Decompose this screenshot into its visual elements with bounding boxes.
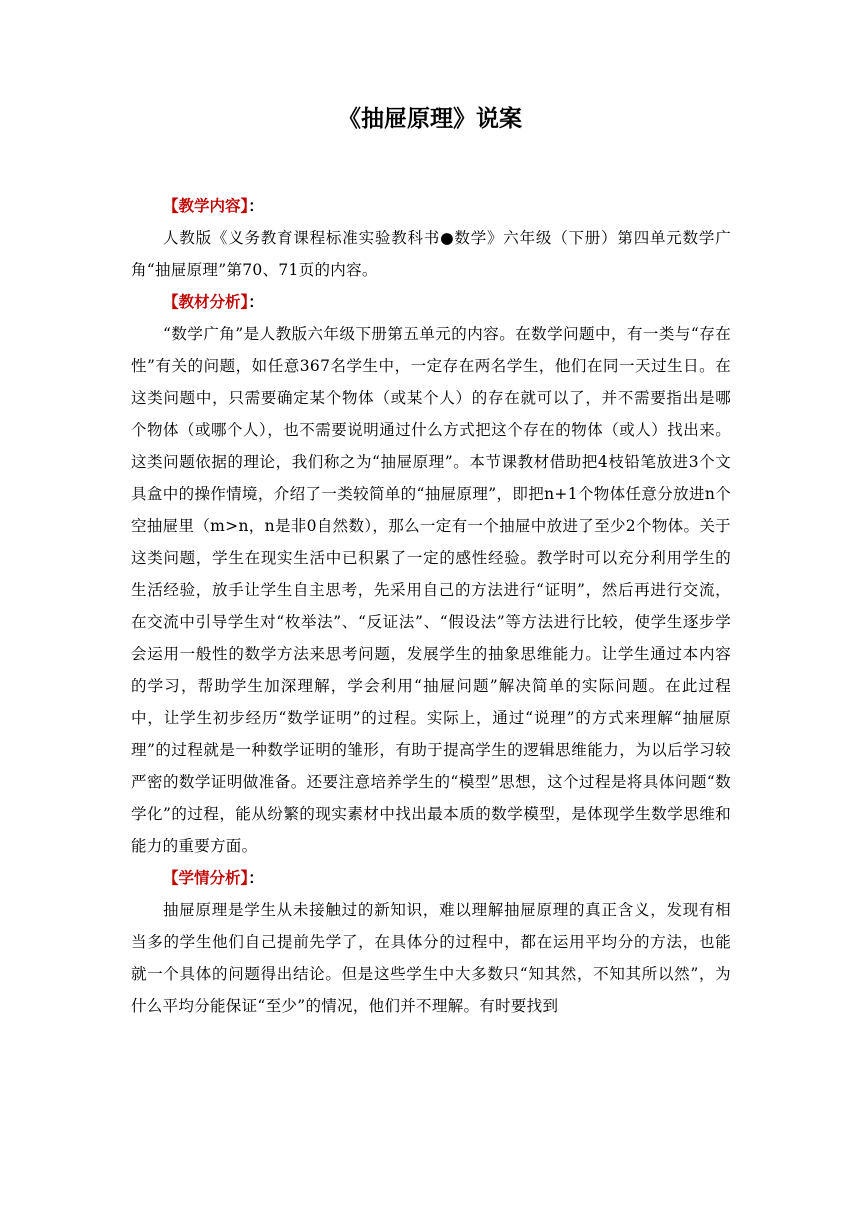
document-body	[131, 190, 731, 1022]
section-student-analysis	[131, 862, 731, 1022]
heading-colon: ：	[248, 197, 264, 215]
heading-text: 【学情分析】	[163, 869, 249, 887]
section-paragraph: “数学广角”是人教版六年级下册第五单元的内容。在数学问题中，有一类与“存在性”有关的问题，如任意367名学生中，一定存在两名学生，他们在同一天过生日。在这类问题中，只需要确定某个物体（或某个人）的存在就可以了，并不需要指出是哪个物体（或哪个人），也不需要说明通过什么方式把这个存在的物体（或人）找出来。这类问题依据的理论，我们称之为“抽屉原理”。本节课教材借助把4枝铅笔放进3个文具盒中的操作情境，介绍了一类较简单的“抽屉原理”，即把n+1个物体任意分放进n个空抽屉里（m>n，n是非0自然数），那么一定有一个抽屉中放进了至少2个物体。关于这类问题，学生在现实生活中已积累了一定的感性经验。教学时可以充分利用学生的生活经验，放手让学生自主思考，先采用自己的方法进行“证明”，然后再进行交流，在交流中引导学生对“枚举法”、“反证法”、“假设法”等方法进行比较，使学生逐步学会运用一般性的数学方法来思考问题，发展学生的抽象思维能力。让学生通过本内容的学习，帮助学生加深理解，学会利用“抽屉问题”解决简单的实际问题。在此过程中，让学生初步经历“数学证明”的过程。实际上，通过“说理”的方式来理解“抽屉原理”的过程就是一种数学证明的雏形，有助于提高学生的逻辑思维能力，为以后学习较严密的数学证明做准备。还要注意培养学生的“模型”思想，这个过程是将具体问题“数学化”的过程，能从纷繁的现实素材中找出最本质的数学模型，是体现学生数学思维和能力的重要方面。	[131, 325, 731, 855]
heading-text: 【教学内容】	[163, 197, 249, 215]
document-title: 《抽屉原理》说案	[338, 106, 522, 132]
section-heading	[131, 286, 731, 318]
heading-colon: ：	[248, 869, 264, 887]
section-teaching-content	[131, 190, 731, 286]
section-paragraph: 抽屉原理是学生从未接触过的新知识，难以理解抽屉原理的真正含义，发现有相当多的学生他们自己提前先学了，在具体分的过程中，都在运用平均分的方法，也能就一个具体的问题得出结论。但是这些学生中大多数只“知其然，不知其所以然”，为什么平均分能保证“至少”的情况，他们并不理解。有时要找到	[131, 901, 731, 1015]
section-heading	[131, 862, 731, 894]
heading-colon: ：	[248, 293, 264, 311]
section-heading	[131, 190, 731, 222]
section-paragraph: 人教版《义务教育课程标准实验教科书●数学》六年级（下册）第四单元数学广角“抽屉原理”第70、71页的内容。	[131, 229, 731, 279]
section-textbook-analysis	[131, 286, 731, 862]
heading-text: 【教材分析】	[163, 293, 249, 311]
